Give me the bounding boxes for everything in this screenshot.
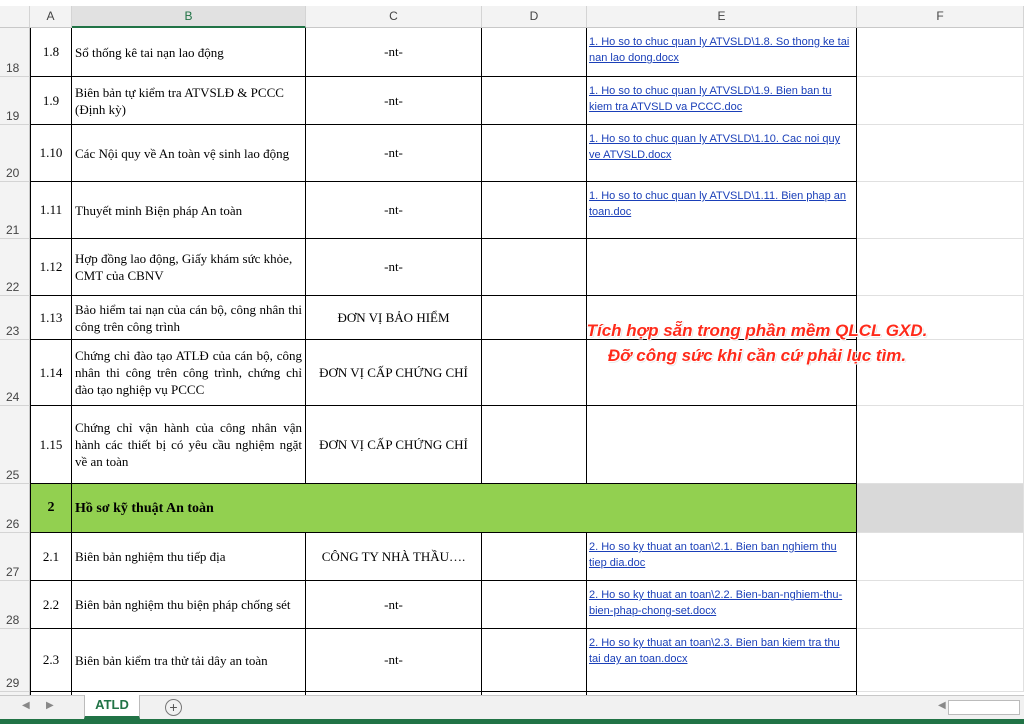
row-number: 23 bbox=[6, 324, 20, 338]
section-title[interactable]: Hồ sơ kỹ thuật An toàn bbox=[72, 484, 857, 533]
row-number: 21 bbox=[6, 223, 20, 237]
cell-document-name[interactable]: Thuyết minh Biện pháp An toàn bbox=[72, 182, 306, 239]
cell-unit[interactable]: ĐƠN VỊ CẤP CHỨNG CHỈ bbox=[306, 340, 482, 406]
cell-unit[interactable]: -nt- bbox=[306, 581, 482, 629]
cell-f[interactable] bbox=[857, 239, 1024, 296]
cell-document-name[interactable]: Bảo hiểm tai nạn của cán bộ, công nhân thi công trên công trình bbox=[72, 296, 306, 340]
row-number: 29 bbox=[6, 676, 20, 690]
cell-f[interactable] bbox=[857, 581, 1024, 629]
cell-document-name[interactable]: Biên bản nghiệm thu tiếp địa bbox=[72, 533, 306, 581]
cell-no[interactable]: 1.10 bbox=[30, 125, 72, 182]
cell-f[interactable] bbox=[857, 77, 1024, 125]
cell-no[interactable]: 1.12 bbox=[30, 239, 72, 296]
cell-unit[interactable]: ĐƠN VỊ CẤP CHỨNG CHỈ bbox=[306, 406, 482, 484]
cell-unit[interactable]: -nt- bbox=[306, 77, 482, 125]
select-all-corner[interactable] bbox=[0, 6, 30, 28]
cell-no[interactable]: 1.9 bbox=[30, 77, 72, 125]
column-header-f[interactable]: F bbox=[857, 6, 1024, 28]
cell-empty[interactable] bbox=[482, 533, 587, 581]
cell-document-name[interactable]: Chứng chỉ đào tạo ATLĐ của cán bộ, công nhân thi công trên công trình, chứng chỉ đào tạo nghiệp vụ PCCC bbox=[72, 340, 306, 406]
cell-document-name[interactable]: Các Nội quy về An toàn vệ sinh lao động bbox=[72, 125, 306, 182]
cell-unit[interactable]: -nt- bbox=[306, 182, 482, 239]
file-hyperlink[interactable]: 2. Ho so ky thuat an toan\2.1. Bien ban nghiem thu tiep dia.doc bbox=[587, 533, 857, 581]
row-number: 18 bbox=[6, 61, 20, 75]
row-number: 26 bbox=[6, 517, 20, 531]
cell-document-name[interactable]: Sổ thống kê tai nạn lao động bbox=[72, 28, 306, 77]
row-header[interactable] bbox=[0, 182, 30, 239]
row-number: 19 bbox=[6, 109, 20, 123]
promo-overlay-text bbox=[532, 318, 982, 368]
file-hyperlink[interactable]: 2. Ho so ky thuat an toan\2.2. Bien-ban-nghiem-thu-bien-phap-chong-set.docx bbox=[587, 581, 857, 629]
cell-shaded[interactable] bbox=[857, 484, 1024, 533]
file-hyperlink[interactable]: 1. Ho so to chuc quan ly ATVSLD\1.8. So thong ke tai nan lao dong.docx bbox=[587, 28, 857, 77]
cell-unit[interactable]: -nt- bbox=[306, 28, 482, 77]
cell-document-name[interactable]: Hợp đồng lao động, Giấy khám sức khỏe, CMT của CBNV bbox=[72, 239, 306, 296]
cell-unit[interactable]: CÔNG TY NHÀ THẦU…. bbox=[306, 533, 482, 581]
promo-line-2: Đỡ công sức khi cần cứ phải lục tìm. bbox=[607, 346, 907, 365]
column-header-c[interactable]: C bbox=[306, 6, 482, 28]
cell-unit[interactable]: -nt- bbox=[306, 629, 482, 692]
cell-empty[interactable] bbox=[482, 406, 587, 484]
cell-f[interactable] bbox=[857, 406, 1024, 484]
row-header[interactable] bbox=[0, 629, 30, 692]
cell-f[interactable] bbox=[857, 182, 1024, 239]
column-header-b[interactable]: B bbox=[72, 6, 306, 28]
row-header[interactable] bbox=[0, 581, 30, 629]
cell-empty[interactable] bbox=[482, 182, 587, 239]
sheet-tab-atld[interactable]: ATLD bbox=[84, 695, 140, 719]
cell-document-name[interactable]: Biên bản kiểm tra thử tải dây an toàn bbox=[72, 629, 306, 692]
column-header-a[interactable]: A bbox=[30, 6, 72, 28]
row-header[interactable] bbox=[0, 406, 30, 484]
horizontal-scrollbar[interactable] bbox=[948, 700, 1020, 715]
row-number: 20 bbox=[6, 166, 20, 180]
cell-f[interactable] bbox=[857, 629, 1024, 692]
cell-no[interactable]: 1.14 bbox=[30, 340, 72, 406]
cell-no[interactable]: 1.13 bbox=[30, 296, 72, 340]
cell-document-name[interactable]: Chứng chỉ vận hành của công nhân vận hành các thiết bị có yêu cầu nghiệm ngặt về an toàn bbox=[72, 406, 306, 484]
row-header[interactable] bbox=[0, 77, 30, 125]
row-header[interactable] bbox=[0, 340, 30, 406]
promo-line-1: Tích hợp sẵn trong phần mềm QLCL GXD. bbox=[586, 321, 928, 340]
scroll-left-icon[interactable]: ◀ bbox=[938, 700, 946, 711]
cell-empty[interactable] bbox=[482, 581, 587, 629]
cell-f[interactable] bbox=[857, 125, 1024, 182]
cell-unit[interactable]: -nt- bbox=[306, 239, 482, 296]
cell-empty[interactable] bbox=[482, 629, 587, 692]
row-number: 22 bbox=[6, 280, 20, 294]
sheet-tab-bar bbox=[0, 695, 1024, 719]
cell-empty[interactable] bbox=[482, 77, 587, 125]
cell-empty[interactable] bbox=[482, 239, 587, 296]
column-header-d[interactable]: D bbox=[482, 6, 587, 28]
cell-unit[interactable]: -nt- bbox=[306, 125, 482, 182]
plus-circle-icon[interactable]: + bbox=[165, 699, 182, 716]
file-hyperlink-empty[interactable] bbox=[587, 239, 857, 296]
file-hyperlink[interactable]: 1. Ho so to chuc quan ly ATVSLD\1.11. Bien phap an toan.doc bbox=[587, 182, 857, 239]
file-hyperlink[interactable]: 1. Ho so to chuc quan ly ATVSLD\1.10. Cac noi quy ve ATVSLD.docx bbox=[587, 125, 857, 182]
row-number: 24 bbox=[6, 390, 20, 404]
column-header-e[interactable]: E bbox=[587, 6, 857, 28]
file-hyperlink-empty[interactable] bbox=[587, 406, 857, 484]
row-header[interactable] bbox=[0, 28, 30, 77]
triangle-right-icon[interactable]: ▶ bbox=[46, 700, 54, 711]
row-header[interactable] bbox=[0, 296, 30, 340]
section-number[interactable]: 2 bbox=[30, 484, 72, 533]
row-header[interactable] bbox=[0, 125, 30, 182]
cell-no[interactable]: 2.3 bbox=[30, 629, 72, 692]
row-header[interactable] bbox=[0, 533, 30, 581]
row-header[interactable] bbox=[0, 239, 30, 296]
cell-empty[interactable] bbox=[482, 125, 587, 182]
triangle-left-icon[interactable]: ◀ bbox=[22, 700, 30, 711]
status-bar bbox=[0, 719, 1024, 724]
cell-no[interactable]: 2.2 bbox=[30, 581, 72, 629]
row-header[interactable] bbox=[0, 484, 30, 533]
file-hyperlink[interactable]: 1. Ho so to chuc quan ly ATVSLD\1.9. Bien ban tu kiem tra ATVSLD va PCCC.doc bbox=[587, 77, 857, 125]
cell-f[interactable] bbox=[857, 533, 1024, 581]
cell-no[interactable]: 2.1 bbox=[30, 533, 72, 581]
row-number: 27 bbox=[6, 565, 20, 579]
row-number: 28 bbox=[6, 613, 20, 627]
cell-unit[interactable]: ĐƠN VỊ BẢO HIỂM bbox=[306, 296, 482, 340]
cell-f[interactable] bbox=[857, 28, 1024, 77]
cell-no[interactable]: 1.8 bbox=[30, 28, 72, 77]
cell-document-name[interactable]: Biên bản nghiệm thu biện pháp chống sét bbox=[72, 581, 306, 629]
cell-document-name[interactable]: Biên bản tự kiểm tra ATVSLĐ & PCCC (Định kỳ) bbox=[72, 77, 306, 125]
cell-empty[interactable] bbox=[482, 28, 587, 77]
row-number: 25 bbox=[6, 468, 20, 482]
cell-no[interactable]: 1.11 bbox=[30, 182, 72, 239]
cell-no[interactable]: 1.15 bbox=[30, 406, 72, 484]
file-hyperlink[interactable]: 2. Ho so ky thuat an toan\2.3. Bien ban kiem tra thu tai day an toan.docx bbox=[587, 629, 857, 692]
